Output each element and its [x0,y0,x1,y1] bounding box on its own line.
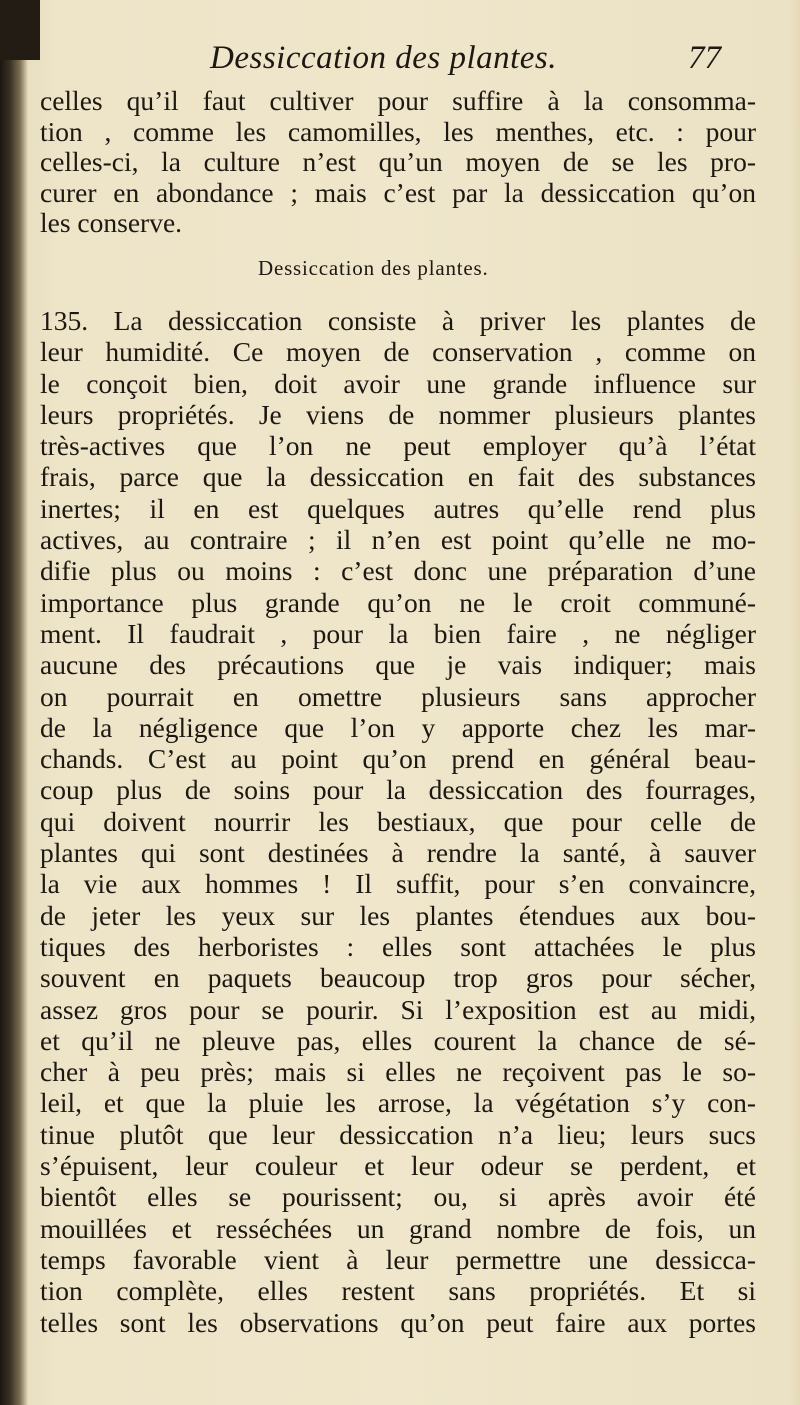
text-line: assez gros pour se pourir. Si l’exposition est au midi, [40,993,756,1025]
binding-corner-shadow [0,0,40,60]
text-line: de la négligence que l’on y apporte chez les mar- [40,711,756,743]
text-line: on pourrait en omettre plusieurs sans approcher [40,680,756,712]
section-paragraph [40,305,756,1338]
text-line: plantes qui sont destinées à rendre la santé, à sauver [40,837,756,869]
text-line: leurs propriétés. Je viens de nommer plusieurs plantes [40,398,756,430]
text-line: ment. Il faudrait , pour la bien faire , ne négliger [40,617,756,649]
text-line: chands. C’est au point qu’on prend en général beau- [40,743,756,775]
text-line: de jeter les yeux sur les plantes étendues aux bou- [40,899,756,931]
text-line: bientôt elles se pourissent; ou, si après avoir été [40,1181,756,1213]
text-line: et qu’il ne pleuve pas, elles courent la chance de sé- [40,1024,756,1056]
text-line: celles qu’il faut cultiver pour suffire à la consomma- [40,85,756,116]
text-line: mouillées et resséchées un grand nombre de fois, un [40,1212,756,1244]
text-line: difie plus ou moins : c’est donc une préparation d’une [40,555,756,587]
text-line: curer en abondance ; mais c’est par la dessiccation qu’on [40,176,756,208]
text-line: 135. La dessiccation consiste à priver les plantes de [40,305,756,336]
text-line: frais, parce que la dessiccation en fait des substances [40,461,756,493]
text-line: aucune des précautions que je vais indiquer; mais [40,649,756,681]
text-line: leil, et que la pluie les arrose, la végétation s’y con- [40,1087,756,1119]
text-line: actives, au contraire ; il n’en est point qu’elle ne mo- [40,524,756,556]
text-line: qui doivent nourrir les bestiaux, que pour celle de [40,805,756,837]
text-line: cher à peu près; mais si elles ne reçoivent pas le so- [40,1056,756,1088]
text-line: les conserve. [40,207,183,239]
text-line: leur humidité. Ce moyen de conservation , comme on [40,336,756,368]
text-line: telles sont les observations qu’on peut faire aux portes [40,1306,756,1338]
text-line: tinue plutôt que leur dessiccation n’a lieu; leurs sucs [40,1118,756,1150]
text-line: très-actives que l’on ne peut employer qu’à l’état [40,430,756,462]
text-line: s’épuisent, leur couleur et leur odeur se perdent, et [40,1150,756,1182]
text-line: temps favorable vient à leur permettre une dessicca- [40,1243,756,1275]
section-heading: Dessiccation des plantes. [258,256,489,280]
text-line: coup plus de soins pour la dessiccation des fourrages, [40,774,756,806]
text-line: celles-ci, la culture n’est qu’un moyen de se les pro- [40,146,756,178]
text-line: inertes; il en est quelques autres qu’elle rend plus [40,492,756,524]
intro-paragraph [40,86,756,239]
text-line: tion complète, elles restent sans propriétés. Et si [40,1275,756,1307]
text-line: la vie aux hommes ! Il suffit, pour s’en convaincre, [40,868,756,900]
page-number: 77 [688,40,721,76]
text-line: souvent en paquets beaucoup trop gros pour sécher, [40,962,756,994]
text-line: importance plus grande qu’on ne le croit communé- [40,586,756,618]
binding-gutter [0,0,28,1405]
text-line: le conçoit bien, doit avoir une grande influence sur [40,367,756,399]
running-title: Dessiccation des plantes. [210,40,558,76]
text-line: tion , comme les camomilles, les menthes, etc. : pour [40,115,756,147]
text-line: tiques des herboristes : elles sont attachées le plus [40,930,756,962]
